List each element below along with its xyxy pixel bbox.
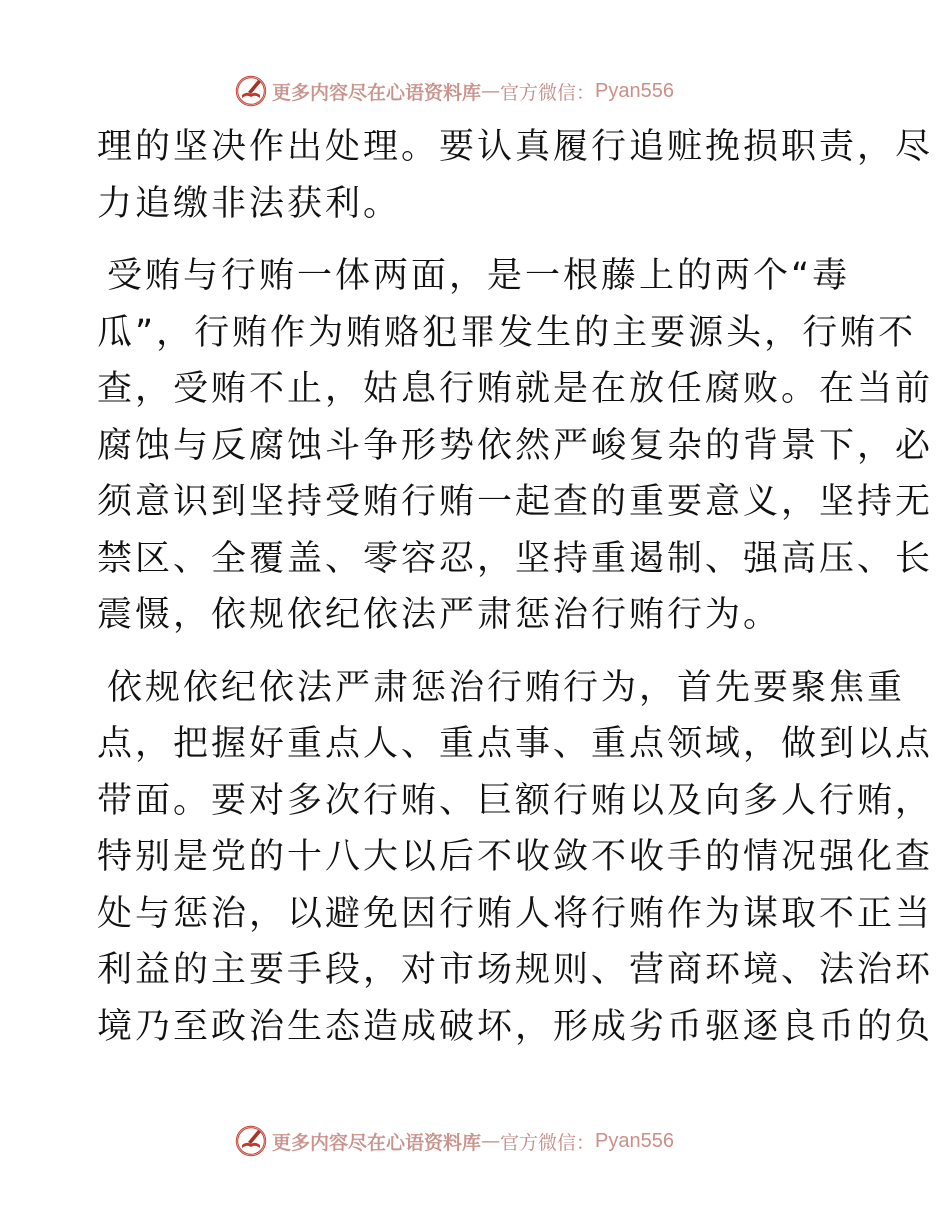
watermark-dash: — bbox=[481, 1130, 501, 1152]
book-pen-logo-icon bbox=[234, 74, 268, 108]
text-line: 禁区、全覆盖、零容忍，坚持重遏制、强高压、长 bbox=[97, 538, 934, 579]
text-line: 震慑，依规依纪依法严肃惩治行贿行为。 bbox=[97, 595, 782, 635]
text-line: 境乃至政治生态造成破坏，形成劣币驱逐良币的负 bbox=[97, 1006, 934, 1047]
text-line: 处与惩治，以避免因行贿人将行贿作为谋取不正当 bbox=[97, 893, 934, 934]
text-line: 受贿与行贿一体两面，是一根藤上的两个“毒 bbox=[107, 256, 851, 296]
text-line: 力追缴非法获利。 bbox=[97, 183, 402, 224]
watermark-contact-id: Pyan556 bbox=[595, 1129, 674, 1152]
text-line: 理的坚决作出处理。要认真履行追赃挽损职责，尽 bbox=[97, 127, 934, 167]
text-line: 点，把握好重点人、重点事、重点领域，做到以点 bbox=[97, 724, 934, 764]
paragraph-3 bbox=[97, 660, 934, 1056]
book-pen-logo-icon bbox=[234, 1124, 268, 1158]
paragraph-1 bbox=[97, 119, 934, 232]
watermark-contact-id: Pyan556 bbox=[595, 79, 674, 102]
watermark-contact-label: 官方微信： bbox=[500, 1131, 596, 1154]
text-line: 瓜”，行贿作为贿赂犯罪发生的主要源头，行贿不 bbox=[97, 312, 917, 353]
header-watermark bbox=[234, 74, 674, 108]
watermark-brand-text: 更多内容尽在心语资料库 bbox=[272, 81, 482, 104]
watermark-contact-label: 官方微信： bbox=[500, 81, 596, 104]
text-line: 须意识到坚持受贿行贿一起查的重要意义，坚持无 bbox=[97, 482, 934, 522]
text-line: 查，受贿不止，姑息行贿就是在放任腐败。在当前 bbox=[97, 369, 934, 409]
paragraph-2 bbox=[97, 248, 934, 644]
text-line: 腐蚀与反腐蚀斗争形势依然严峻复杂的背景下，必 bbox=[97, 425, 934, 466]
watermark-dash: — bbox=[481, 80, 501, 102]
text-line: 特别是党的十八大以后不收敛不收手的情况强化查 bbox=[97, 837, 934, 877]
text-line: 依规依纪依法严肃惩治行贿行为，首先要聚焦重 bbox=[107, 667, 906, 708]
watermark-brand-text: 更多内容尽在心语资料库 bbox=[272, 1131, 482, 1154]
document-body bbox=[97, 119, 934, 1055]
text-line: 利益的主要手段，对市场规则、营商环境、法治环 bbox=[97, 950, 934, 990]
footer-watermark bbox=[234, 1124, 674, 1158]
text-line: 带面。要对多次行贿、巨额行贿以及向多人行贿， bbox=[97, 780, 934, 821]
